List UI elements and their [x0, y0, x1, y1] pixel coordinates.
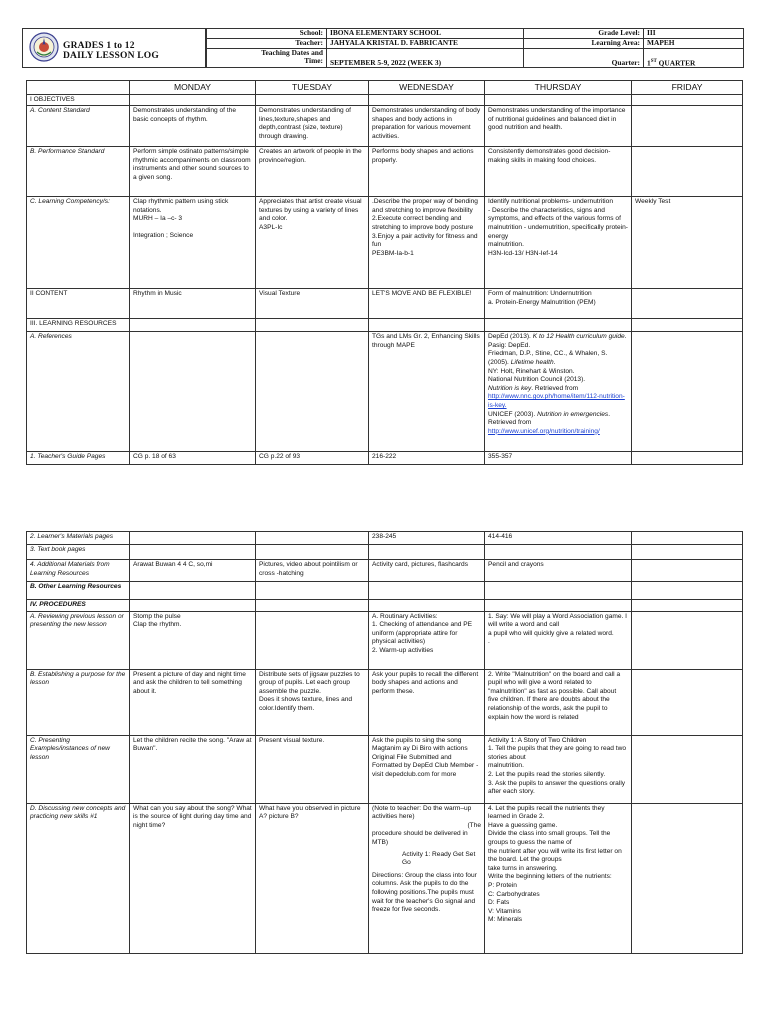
- day-tuesday: TUESDAY: [256, 81, 369, 95]
- purpose-row: [27, 669, 743, 735]
- presenting-row: [27, 735, 743, 803]
- resources-row: [27, 319, 743, 332]
- competency-tue: Appreciates that artist create visual textures by using a variety of lines and color. A3PL-Ic: [256, 197, 369, 289]
- presenting-tue: Present visual texture.: [256, 735, 369, 803]
- content-standard-label: A. Content Standard: [27, 106, 130, 147]
- review-row: [27, 611, 743, 669]
- competency-wed: .Describe the proper way of bending and stretching to improve flexibility 2.Execute correct bending and stretching to improve body posture 3.Enjoy a pair activity for fitness and fun PE3BM-Ia-b-1: [369, 197, 485, 289]
- resources-heading: III. LEARNING RESOURCES: [27, 319, 130, 332]
- corner-cell: [27, 81, 130, 95]
- performance-standard-row: [27, 147, 743, 197]
- references-wed: TGs and LMs Gr. 2, Enhancing Skills through MAPE: [369, 332, 485, 452]
- content-thu: Form of malnutrition: Undernutrition a. Protein-Energy Malnutrition (PEM): [485, 289, 632, 319]
- purpose-tue: Distribute sets of jigsaw puzzles to group of pupils. Let each group assemble the puzzle. Does it shows texture, lines and color.Identify them.: [256, 669, 369, 735]
- content-mon: Rhythm in Music: [130, 289, 256, 319]
- procedures-row: [27, 600, 743, 612]
- grades-title: [63, 41, 159, 61]
- references-mon: [130, 332, 256, 452]
- learning-area-label: Learning Area:: [524, 38, 644, 48]
- teaching-dates-value: SEPTEMBER 5-9, 2022 (WEEK 3): [327, 48, 524, 68]
- tg-pages-wed: 216-222: [369, 452, 485, 465]
- purpose-wed: Ask your pupils to recall the different body shapes and actions and perform these.: [369, 669, 485, 735]
- day-thursday: THURSDAY: [485, 81, 632, 95]
- objectives-row: [27, 94, 743, 106]
- performance-standard-wed: Performs body shapes and actions properly.: [369, 147, 485, 197]
- references-row: [27, 332, 743, 452]
- performance-standard-fri: [632, 147, 743, 197]
- nnc-link[interactable]: http://www.nnc.gov.ph/home/item/112-nutrition-is-key.: [488, 393, 625, 409]
- content-fri: [632, 289, 743, 319]
- discussing-wed: (Note to teacher: Do the warm–up activities here) (The procedure should be delivered in MTB) Activity 1: Ready Get Set Go Directions: Group the class into four columns. Ask the pupils to do the following positions.The pupils must wait for the teacher's Go signal and freeze for five seconds.: [369, 803, 485, 953]
- lm-pages-thu: 414-416: [485, 532, 632, 545]
- lesson-log-table-bottom: [26, 531, 743, 954]
- tg-pages-thu: 355-357: [485, 452, 632, 465]
- additional-materials-row: [27, 560, 743, 582]
- tg-pages-tue: CG p.22 of 93: [256, 452, 369, 465]
- performance-standard-thu: Consistently demonstrates good decision-making skills in making food choices.: [485, 147, 632, 197]
- teacher-label: Teacher:: [207, 38, 327, 48]
- tg-pages-label: 1. Teacher's Guide Pages: [27, 452, 130, 465]
- discussing-label: D. Discussing new concepts and practicing new skills #1: [27, 803, 130, 953]
- content-wed: LET'S MOVE AND BE FLEXIBLE!: [369, 289, 485, 319]
- content-standard-tue: Demonstrates understanding of lines,texture,shapes and depth,contrast (size, texture) through drawing.: [256, 106, 369, 147]
- content-standard-mon: Demonstrates understanding of the basic concepts of rhythm.: [130, 106, 256, 147]
- school-value: IBONA ELEMENTARY SCHOOL: [327, 29, 524, 39]
- review-label: A. Reviewing previous lesson or presenting the new lesson: [27, 611, 130, 669]
- competency-label: C. Learning Competency/s:: [27, 197, 130, 289]
- day-wednesday: WEDNESDAY: [369, 81, 485, 95]
- content-standard-fri: [632, 106, 743, 147]
- additional-materials-tue: Pictures, video about pointilism or cross -hatching: [256, 560, 369, 582]
- review-wed: A. Routinary Activities: 1. Checking of attendance and PE uniform (appropriate attire for physical activities) 2. Warm-up activities: [369, 611, 485, 669]
- lm-pages-row: [27, 532, 743, 545]
- school-label: School:: [207, 29, 327, 39]
- grade-level-label: Grade Level:: [524, 29, 644, 39]
- competency-thu: Identify nutritional problems- undernutrition - Describe the characteristics, signs and symptoms, and effects of the various forms of malnutrition - undernutrition, specifically protein-energy malnutrition. H3N-Icd-13/ H3N-Ief-14: [485, 197, 632, 289]
- performance-standard-label: B. Performance Standard: [27, 147, 130, 197]
- review-thu: 1. Say: We will play a Word Association game. I will write a word and call a pupil who will quickly give a related word. .: [485, 611, 632, 669]
- day-header-row: [27, 81, 743, 95]
- discussing-tue: What have you observed in picture A? picture B?: [256, 803, 369, 953]
- discussing-row: [27, 803, 743, 953]
- references-fri: [632, 332, 743, 452]
- purpose-mon: Present a picture of day and night time and ask the children to tell something about it.: [130, 669, 256, 735]
- lm-pages-label: 2. Learner's Materials pages: [27, 532, 130, 545]
- presenting-wed: Ask the pupils to sing the song Magtanim ay Di Biro with actions Original File Submitted and Formatted by DepEd Club Member - visit depedclub.com for more: [369, 735, 485, 803]
- grades-line-2: DAILY LESSON LOG: [63, 51, 159, 61]
- content-row: [27, 289, 743, 319]
- performance-standard-tue: Creates an artwork of people in the province/region.: [256, 147, 369, 197]
- quarter-value: 1ST QUARTER: [644, 48, 744, 68]
- unicef-link[interactable]: http://www.unicef.org/nutrition/training/: [488, 427, 600, 435]
- objectives-heading: I OBJECTIVES: [27, 94, 130, 106]
- content-heading: II CONTENT: [27, 289, 130, 319]
- performance-standard-mon: Perform simple ostinato patterns/simple rhythmic accompaniments on classroom instruments and other sound sources to a given song.: [130, 147, 256, 197]
- references-tue: [256, 332, 369, 452]
- quarter-label: Quarter:: [524, 48, 644, 68]
- grade-level-value: III: [644, 29, 744, 39]
- lm-pages-wed: 238-245: [369, 532, 485, 545]
- learning-area-value: MAPEH: [644, 38, 744, 48]
- additional-materials-thu: Pencil and crayons: [485, 560, 632, 582]
- references-thu: DepEd (2013). K to 12 Health curriculum guide. Pasig: DepEd. Friedman, D.P., Stine, CC., & Whalen, S. (2005). Lifetime health. NY: Holt, Rinehart & Winston. National Nutrition Council (2013). Nutrition is key. Retrieved from http://www.nnc.gov.ph/home/item/112-nutrition-is-key. UNICEF (2003). Nutrition in emergencies. Retrieved from http://www.unicef.org/nutrition/training/: [485, 332, 632, 452]
- other-resources-label: B. Other Learning Resources: [27, 582, 130, 600]
- content-standard-wed: Demonstrates understanding of body shapes and body actions in preparation for various movement activities.: [369, 106, 485, 147]
- additional-materials-wed: Activity card, pictures, flashcards: [369, 560, 485, 582]
- references-label: A. References: [27, 332, 130, 452]
- discussing-mon: What can you say about the song? What is the source of light during day time and night time?: [130, 803, 256, 953]
- additional-materials-label: 4. Additional Materials from Learning Resources: [27, 560, 130, 582]
- competency-mon: Clap rhythmic pattern using stick notations. MURH – Ia –c- 3 Integration ; Science: [130, 197, 256, 289]
- presenting-mon: Let the children recite the song. "Araw at Buwan".: [130, 735, 256, 803]
- additional-materials-mon: Arawat Buwan 4 4 C, so,mi: [130, 560, 256, 582]
- textbook-row: [27, 545, 743, 560]
- competency-fri: Weekly Test: [632, 197, 743, 289]
- tg-pages-row: [27, 452, 743, 465]
- content-standard-thu: Demonstrates understanding of the importance of nutritional guidelines and balanced diet in good nutrition and health.: [485, 106, 632, 147]
- day-monday: MONDAY: [130, 81, 256, 95]
- tg-pages-mon: CG p. 18 of 63: [130, 452, 256, 465]
- purpose-thu: 2. Write "Malnutrition" on the board and call a pupil who will give a word related to "malnutrition" as fast as possible. Call about five children. If there are doubts about the relationship of the words, ask the pupil to explain how the word is related: [485, 669, 632, 735]
- grades-title-box: [22, 28, 206, 68]
- day-friday: FRIDAY: [632, 81, 743, 95]
- grades-line-1: GRADES 1 to 12: [63, 41, 135, 51]
- review-tue: [256, 611, 369, 669]
- purpose-label: B. Establishing a purpose for the lesson: [27, 669, 130, 735]
- presenting-thu: Activity 1: A Story of Two Children 1. Tell the pupils that they are going to read two stories about malnutrition. 2. Let the pupils read the stories silently. 3. Ask the pupils to answer the questions orally after each story.: [485, 735, 632, 803]
- content-standard-row: [27, 106, 743, 147]
- other-resources-row: [27, 582, 743, 600]
- textbook-label: 3. Text book pages: [27, 545, 130, 560]
- teacher-value: JAHYALA KRISTAL D. FABRICANTE: [327, 38, 524, 48]
- review-mon: Stomp the pulse Clap the rhythm.: [130, 611, 256, 669]
- competency-row: [27, 197, 743, 289]
- discussing-thu: 4. Let the pupils recall the nutrients they learned in Grade 2. Have a guessing game. Divide the class into small groups. Tell the groups to guess the name of the nutrient after you will write its first letter on the board. Let the groups take turns in answering. Write the beginning letters of the nutrients: P: Protein C: Carbohydrates D: Fats V: Vitamins M: Minerals: [485, 803, 632, 953]
- presenting-label: C. Presenting Examples/instances of new lesson: [27, 735, 130, 803]
- lesson-log-header: [22, 28, 743, 68]
- tg-pages-fri: [632, 452, 743, 465]
- teaching-dates-label: Teaching Dates and Time:: [207, 48, 327, 68]
- lesson-log-table-top: [26, 80, 743, 465]
- deped-seal-icon: [29, 32, 59, 62]
- content-tue: Visual Texture: [256, 289, 369, 319]
- procedures-heading: IV. PROCEDURES: [27, 600, 130, 612]
- header-info-table: [206, 28, 744, 68]
